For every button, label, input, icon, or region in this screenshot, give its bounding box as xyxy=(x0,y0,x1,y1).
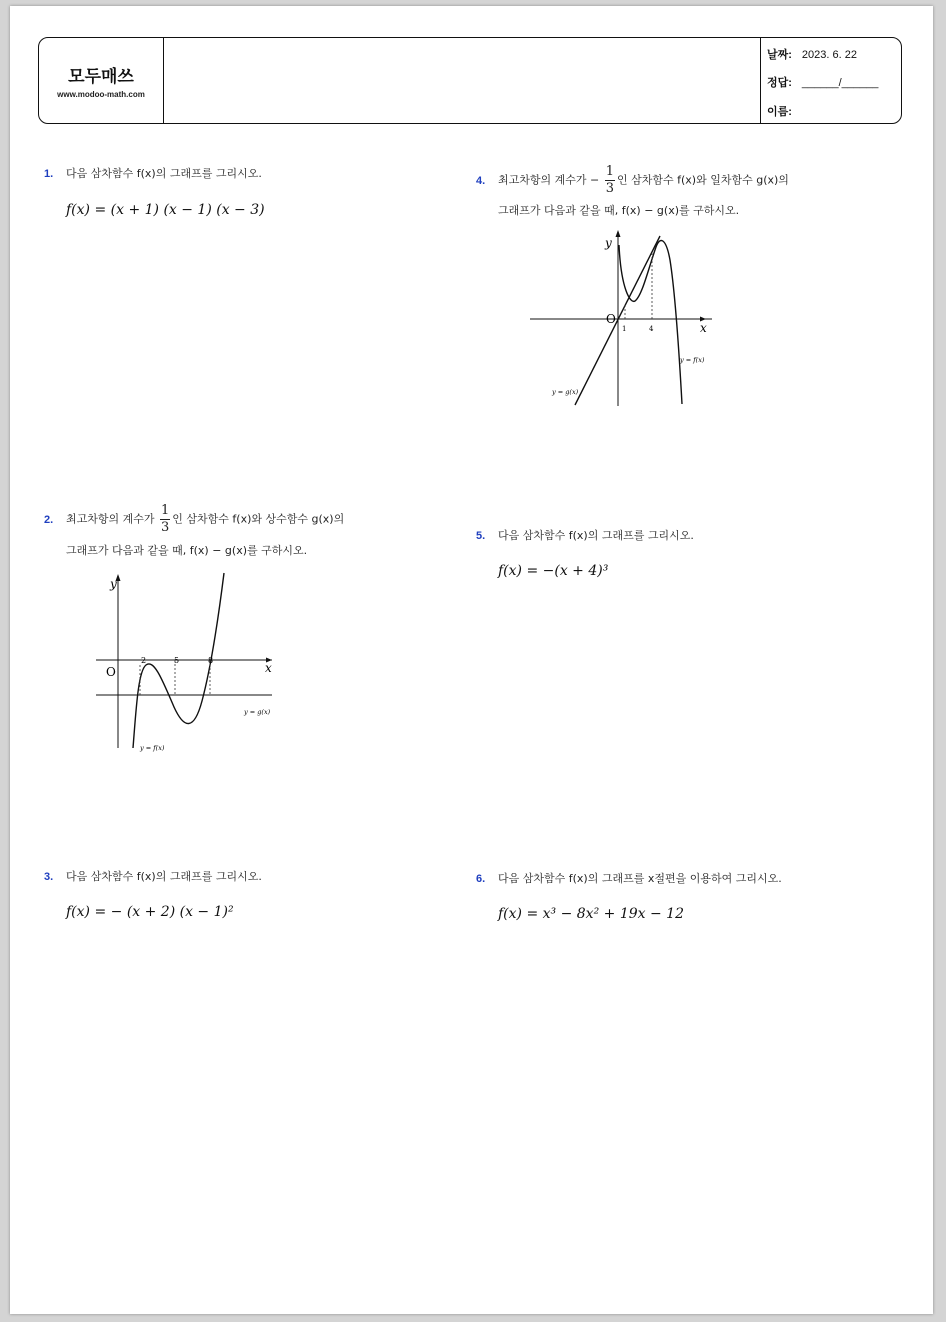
worksheet-page xyxy=(10,6,933,1314)
info-box xyxy=(760,38,901,123)
problem-number: 3. xyxy=(44,871,54,883)
g-label: y = g(x) xyxy=(244,708,271,716)
tick-label: 8 xyxy=(208,656,214,665)
y-axis-label: y xyxy=(605,236,612,250)
problem-text: 다음 삼차함수 f(x)의 그래프를 x절편을 이용하여 그리시오. xyxy=(498,872,782,885)
problem-2-graph xyxy=(92,571,282,756)
answer-value: ______/______ xyxy=(801,77,879,89)
problem-text-b: 인 삼차함수 f(x)와 상수함수 g(x)의 xyxy=(172,512,345,526)
problem-text-b: 인 삼차함수 f(x)와 일차함수 g(x)의 xyxy=(617,173,789,187)
name-row xyxy=(767,103,802,119)
f-label: y = f(x) xyxy=(140,744,165,752)
problem-4-graph xyxy=(520,228,720,413)
problem-number: 2. xyxy=(44,513,54,526)
x-axis-label: x xyxy=(700,321,707,335)
logo-name: 모두매쓰 xyxy=(68,67,134,87)
y-axis-arrow xyxy=(616,230,621,237)
date-value: 2023. 6. 22 xyxy=(801,49,857,61)
x-axis-label: x xyxy=(265,661,272,675)
problem-text-line2: 그래프가 다음과 같을 때, f(x) − g(x)를 구하시오. xyxy=(498,204,740,217)
problem-3-formula: f(x) = − (x + 2) (x − 1)² xyxy=(66,904,234,920)
fraction-denominator: 3 xyxy=(161,520,170,535)
problem-3 xyxy=(44,868,262,884)
tick-label: 1 xyxy=(622,325,627,333)
problem-number: 6. xyxy=(476,873,486,885)
problem-text-line2: 그래프가 다음과 같을 때, f(x) − g(x)를 구하시오. xyxy=(66,544,308,557)
origin-label: O xyxy=(106,665,116,679)
problem-4-line2 xyxy=(498,202,739,218)
answer-row xyxy=(767,74,878,90)
problem-number: 1. xyxy=(44,168,54,180)
problem-text: 다음 삼차함수 f(x)의 그래프를 그리시오. xyxy=(498,529,694,542)
problem-1 xyxy=(44,165,262,181)
problem-text: 다음 삼차함수 f(x)의 그래프를 그리시오. xyxy=(66,167,262,180)
problem-text: 다음 삼차함수 f(x)의 그래프를 그리시오. xyxy=(66,870,262,883)
problem-5 xyxy=(476,527,694,543)
problem-2 xyxy=(44,503,344,536)
date-row xyxy=(767,46,857,62)
tick-label: 2 xyxy=(141,656,147,665)
tick-label: 5 xyxy=(174,656,180,665)
name-label: 이름: xyxy=(767,106,792,118)
fraction-numerator: 1 xyxy=(605,164,614,179)
tick-label: 4 xyxy=(649,325,654,333)
problem-number: 4. xyxy=(476,174,486,187)
problem-4 xyxy=(476,164,789,197)
problem-text-a: 최고차항의 계수가 − xyxy=(498,173,600,187)
logo-box xyxy=(39,38,164,123)
f-label: y = f(x) xyxy=(680,356,705,364)
problem-text-a: 최고차항의 계수가 xyxy=(66,512,155,526)
fraction-denominator: 3 xyxy=(605,181,614,196)
fraction-numerator: 1 xyxy=(161,503,170,518)
problem-1-formula: f(x) = (x + 1) (x − 1) (x − 3) xyxy=(66,202,265,218)
y-axis-label: y xyxy=(110,577,117,591)
fraction xyxy=(605,164,615,197)
problem-5-formula: f(x) = −(x + 4)³ xyxy=(498,563,609,579)
problem-6 xyxy=(476,870,782,886)
worksheet-header xyxy=(38,37,902,124)
problem-2-line2 xyxy=(66,542,307,558)
logo-url: www.modoo-math.com xyxy=(57,90,145,99)
problem-number: 5. xyxy=(476,530,486,542)
date-label: 날짜: xyxy=(767,49,792,61)
origin-label: O xyxy=(606,312,616,326)
g-label: y = g(x) xyxy=(552,388,579,396)
answer-label: 정답: xyxy=(767,77,792,89)
fraction xyxy=(160,503,170,536)
problem-6-formula: f(x) = x³ − 8x² + 19x − 12 xyxy=(498,906,684,922)
f-curve xyxy=(619,240,682,404)
